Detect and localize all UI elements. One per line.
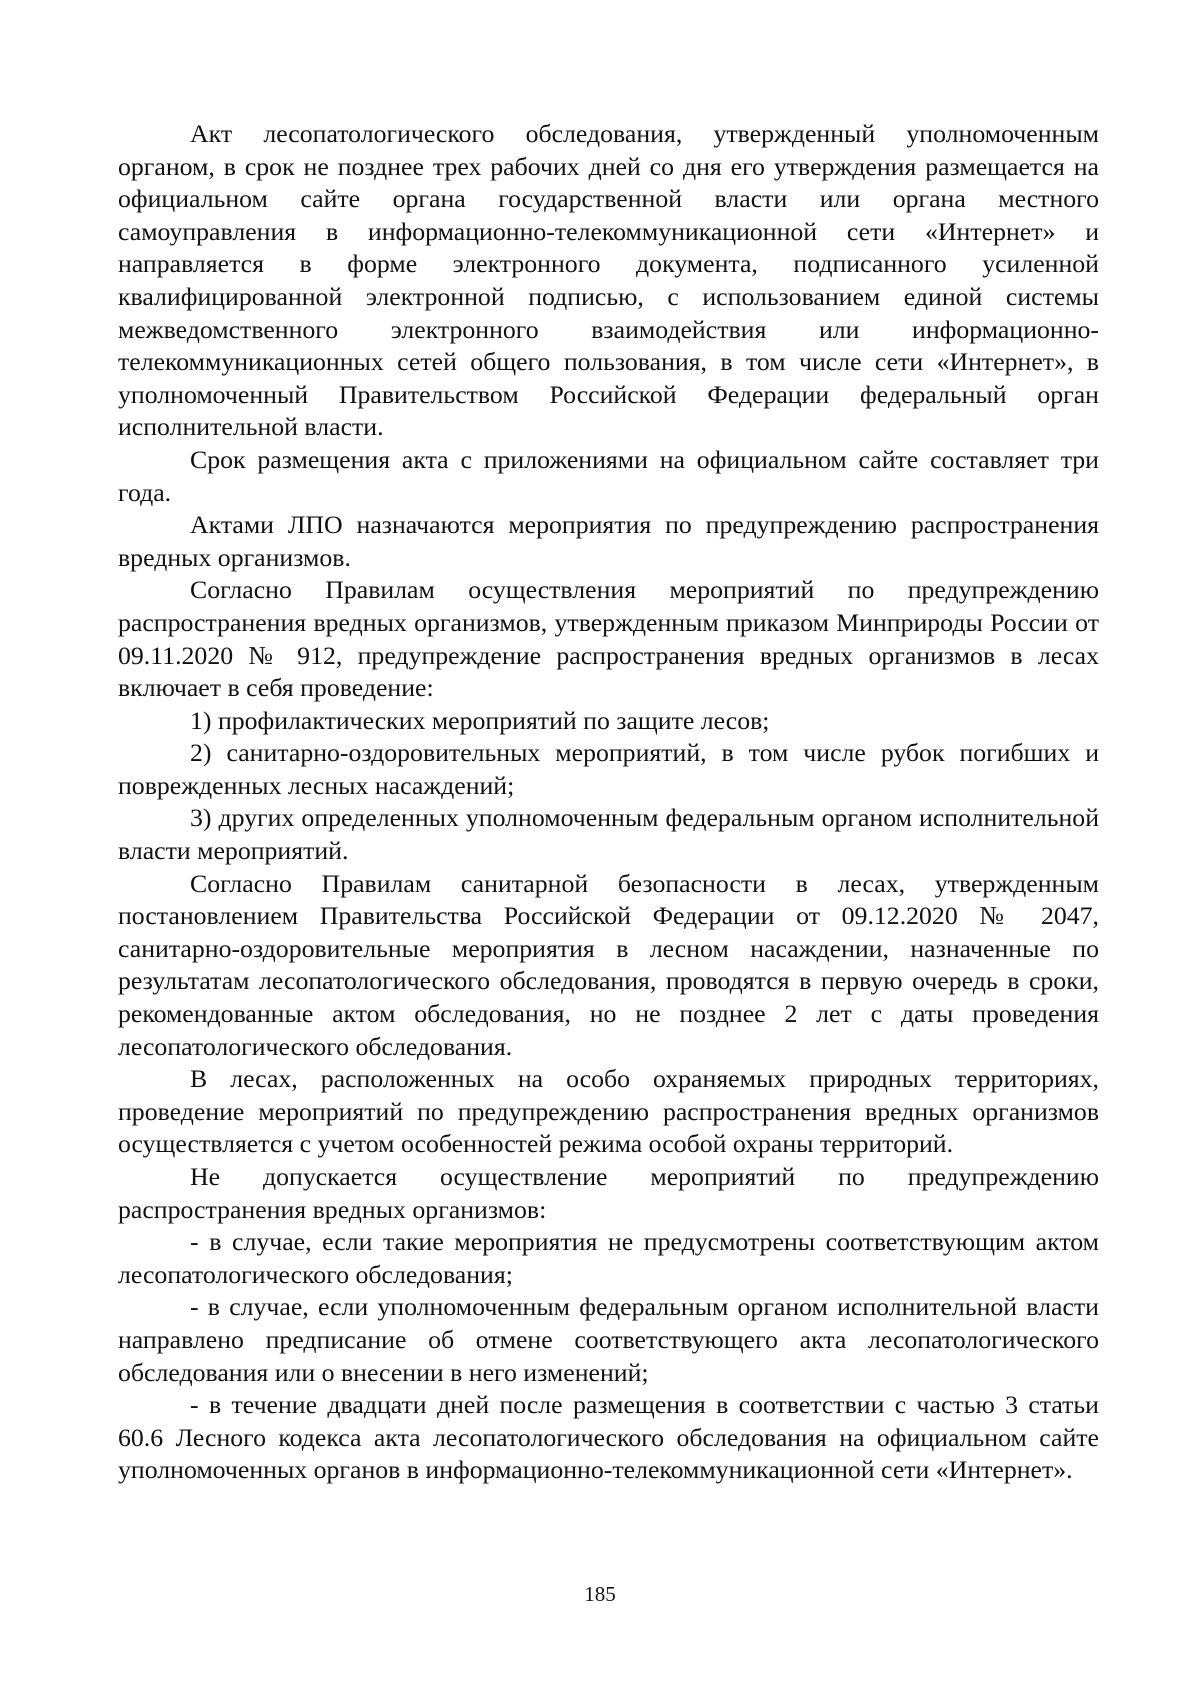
paragraph-rules-prevention: Согласно Правилам осуществления мероприятий по предупреждению распространения вредных организмов, утвержденным приказом Минприроды России от 09.11.2020 № 912, предупреждение распространения вредных организмов в лесах включает в себя проведение: [118,575,1099,703]
dash-item-3: - в течение двадцати дней после размещения в соответствии с частью 3 статьи 60.6 Лесного кодекса акта лесопатологического обследования на официальном сайте уполномоченных органов в информационно-телекоммуникационной сети «Интернет». [118,1390,1099,1485]
list-item-2: 2) санитарно-оздоровительных мероприятий, в том числе рубок погибших и поврежденных лесных насаждений; [118,738,1099,800]
paragraph-sanitary-rules: Согласно Правилам санитарной безопасности в лесах, утвержденным постановлением Правительства Российской Федерации от 09.12.2020 № 2047, санитарно-оздоровительные мероприятия в лесном насаждении, назначенные по результатам лесопатологического обследования, проводятся в первую очередь в сроки, рекомендованные актом обследования, но не позднее 2 лет с даты проведения лесопатологического обследования. [118,868,1099,1061]
dash-item-1: - в случае, если такие мероприятия не предусмотрены соответствующим актом лесопатологического обследования; [118,1227,1099,1289]
dash-item-2: - в случае, если уполномоченным федеральным органом исполнительной власти направлено предписание об отмене соответствующего акта лесопатологического обследования или о внесении в него изменений; [118,1292,1099,1387]
paragraph-publication-term: Срок размещения акта с приложениями на официальном сайте составляет три года. [118,444,1099,507]
paragraph-protected-areas: В лесах, расположенных на особо охраняемых природных территориях, проведение мероприятий по предупреждению распространения вредных организмов осуществляется с учетом особенностей режима особой охраны территорий. [118,1064,1099,1159]
paragraph-act-publication: Акт лесопатологического обследования, утвержденный уполномоченным органом, в срок не позднее трех рабочих дней со дня его утверждения размещается на официальном сайте органа государственной власти или органа местного самоуправления в информационно-телекоммуникационной сети «Интернет» и направляется в форме электронного документа, подписанного усиленной квалифицированной электронной подписью, с использованием единой системы межведомственного электронного взаимодействия или информационно-телекоммуникационных сетей общего пользования, в том числе сети «Интернет», в уполномоченный Правительством Российской Федерации федеральный орган исполнительной власти. [118,119,1099,442]
page-number: 185 [584,1582,616,1606]
list-item-1: 1) профилактических мероприятий по защите лесов; [190,705,770,735]
paragraph-lpo-measures: Актами ЛПО назначаются мероприятия по предупреждению распространения вредных организмов. [118,510,1099,572]
list-item-3: 3) других определенных уполномоченным федеральным органом исполнительной власти мероприятий. [118,803,1099,866]
document-body [118,118,1099,1487]
paragraph-not-allowed: Не допускается осуществление мероприятий по предупреждению распространения вредных организмов: [118,1162,1099,1224]
